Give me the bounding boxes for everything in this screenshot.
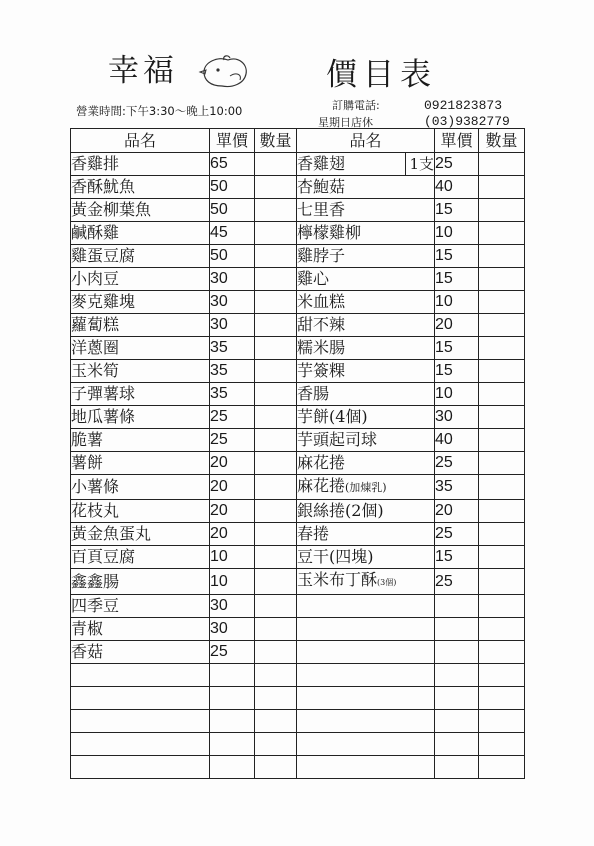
item-name-text: 七里香 — [297, 200, 346, 219]
item-name: 玉米筍 — [71, 360, 210, 383]
item-name-text: 雞脖子 — [297, 246, 346, 265]
quantity-cell[interactable] — [255, 475, 297, 500]
item-name-text: 雞心 — [297, 269, 330, 288]
empty-cell — [435, 756, 479, 779]
empty-cell — [297, 756, 435, 779]
item-name: 麥克雞塊 — [71, 291, 210, 314]
item-name — [297, 199, 435, 222]
item-price: 20 — [210, 500, 255, 523]
item-name — [297, 176, 435, 199]
table-row — [71, 222, 525, 245]
item-name-text: 糯米腸 — [297, 338, 346, 357]
table-row — [71, 710, 525, 733]
header-unit-price: 單價 — [210, 129, 255, 153]
quantity-cell[interactable] — [479, 687, 525, 710]
item-name: 地瓜薯條 — [71, 406, 210, 429]
quantity-cell[interactable] — [255, 664, 297, 687]
header-item-name: 品名 — [71, 129, 210, 153]
table-row — [71, 176, 525, 199]
item-name: 青椒 — [71, 618, 210, 641]
phone-number-2: (03)9382779 — [424, 114, 510, 129]
item-price: 25 — [435, 569, 479, 595]
quantity-cell[interactable] — [479, 245, 525, 268]
quantity-cell[interactable] — [255, 546, 297, 569]
quantity-cell[interactable] — [255, 756, 297, 779]
empty-cell — [210, 733, 255, 756]
chick-logo-icon — [196, 50, 256, 94]
phone-label: 訂購電話: — [332, 99, 380, 112]
item-price: 15 — [435, 268, 479, 291]
empty-cell — [435, 710, 479, 733]
item-name — [297, 291, 435, 314]
quantity-cell[interactable] — [479, 664, 525, 687]
item-price: 25 — [435, 153, 479, 176]
table-row — [71, 337, 525, 360]
item-name-text: 麻花捲 — [297, 476, 346, 495]
header-quantity: 數量 — [479, 129, 525, 153]
quantity-cell[interactable] — [479, 153, 525, 176]
item-note: 1支 — [405, 153, 434, 175]
item-name-text: 檸檬雞柳 — [297, 223, 362, 242]
empty-cell — [435, 618, 479, 641]
item-price: 50 — [210, 176, 255, 199]
table-row — [71, 268, 525, 291]
item-name-text: 芋餅(4個) — [297, 407, 368, 426]
quantity-cell[interactable] — [479, 222, 525, 245]
empty-cell — [210, 756, 255, 779]
table-row — [71, 452, 525, 475]
item-price: 20 — [210, 523, 255, 546]
table-row — [71, 500, 525, 523]
item-price: 45 — [210, 222, 255, 245]
quantity-cell[interactable] — [479, 199, 525, 222]
table-header-row — [71, 129, 525, 153]
table-row — [71, 546, 525, 569]
table-row — [71, 618, 525, 641]
table-row — [71, 523, 525, 546]
item-name-text: 玉米布丁酥 — [297, 570, 378, 589]
quantity-cell[interactable] — [255, 595, 297, 618]
empty-cell — [435, 641, 479, 664]
quantity-cell[interactable] — [479, 641, 525, 664]
empty-cell — [297, 710, 435, 733]
quantity-cell[interactable] — [255, 710, 297, 733]
item-name: 小薯條 — [71, 475, 210, 500]
table-row — [71, 756, 525, 779]
table-row — [71, 406, 525, 429]
empty-cell — [297, 687, 435, 710]
quantity-cell[interactable] — [479, 710, 525, 733]
table-row — [71, 664, 525, 687]
item-suffix: (加煉乳) — [345, 481, 387, 494]
quantity-cell[interactable] — [479, 618, 525, 641]
item-price: 15 — [435, 546, 479, 569]
empty-cell — [297, 664, 435, 687]
quantity-cell[interactable] — [255, 199, 297, 222]
item-price: 30 — [210, 268, 255, 291]
quantity-cell[interactable] — [255, 245, 297, 268]
item-price: 35 — [435, 475, 479, 500]
item-price: 15 — [435, 199, 479, 222]
item-name-text: 芋頭起司球 — [297, 430, 378, 449]
item-name: 鑫鑫腸 — [71, 569, 210, 595]
quantity-cell[interactable] — [479, 383, 525, 406]
item-price: 35 — [210, 383, 255, 406]
table-row — [71, 314, 525, 337]
quantity-cell[interactable] — [479, 176, 525, 199]
header-unit-price: 單價 — [435, 129, 479, 153]
item-price: 40 — [435, 176, 479, 199]
item-price: 35 — [210, 337, 255, 360]
item-name — [297, 475, 435, 500]
phone-number: 0921823873 — [424, 98, 503, 113]
quantity-cell[interactable] — [479, 569, 525, 595]
quantity-cell[interactable] — [479, 756, 525, 779]
item-name: 香菇 — [71, 641, 210, 664]
table-row — [71, 733, 525, 756]
item-name — [297, 153, 435, 176]
item-name — [297, 406, 435, 429]
item-name — [297, 268, 435, 291]
quantity-cell[interactable] — [255, 314, 297, 337]
table-row — [71, 360, 525, 383]
table-row — [71, 199, 525, 222]
empty-cell — [435, 595, 479, 618]
empty-cell — [71, 733, 210, 756]
empty-cell — [435, 664, 479, 687]
item-name-text: 杏鮑菇 — [297, 177, 346, 196]
item-name-text: 春捲 — [297, 524, 330, 543]
quantity-cell[interactable] — [255, 337, 297, 360]
table-row — [71, 153, 525, 176]
item-name — [297, 337, 435, 360]
quantity-cell[interactable] — [255, 523, 297, 546]
item-name: 蘿蔔糕 — [71, 314, 210, 337]
item-name-text: 甜不辣 — [297, 315, 346, 334]
item-price: 15 — [435, 360, 479, 383]
table-row — [71, 569, 525, 595]
item-price: 25 — [435, 523, 479, 546]
item-price: 30 — [210, 618, 255, 641]
quantity-cell[interactable] — [255, 687, 297, 710]
quantity-cell[interactable] — [255, 641, 297, 664]
empty-cell — [210, 687, 255, 710]
item-name — [297, 546, 435, 569]
table-row — [71, 245, 525, 268]
quantity-cell[interactable] — [255, 268, 297, 291]
quantity-cell[interactable] — [255, 500, 297, 523]
quantity-cell[interactable] — [479, 733, 525, 756]
quantity-cell[interactable] — [255, 360, 297, 383]
page-title: 價目表 — [326, 57, 437, 93]
table-row — [71, 291, 525, 314]
item-price: 25 — [210, 406, 255, 429]
empty-cell — [71, 710, 210, 733]
item-price: 35 — [210, 360, 255, 383]
quantity-cell[interactable] — [479, 429, 525, 452]
item-name: 香酥魷魚 — [71, 176, 210, 199]
item-name-text: 米血糕 — [297, 292, 346, 311]
item-name-text: 銀絲捲(2個) — [297, 501, 384, 520]
header-quantity: 數量 — [255, 129, 297, 153]
item-price: 25 — [210, 429, 255, 452]
quantity-cell[interactable] — [479, 523, 525, 546]
item-price: 10 — [435, 291, 479, 314]
item-price: 50 — [210, 199, 255, 222]
empty-cell — [297, 733, 435, 756]
table-row — [71, 429, 525, 452]
empty-cell — [71, 687, 210, 710]
item-name — [297, 452, 435, 475]
quantity-cell[interactable] — [255, 153, 297, 176]
quantity-cell[interactable] — [255, 618, 297, 641]
quantity-cell[interactable] — [255, 383, 297, 406]
item-name: 花枝丸 — [71, 500, 210, 523]
empty-cell — [297, 595, 435, 618]
quantity-cell[interactable] — [255, 452, 297, 475]
item-price: 20 — [435, 500, 479, 523]
quantity-cell[interactable] — [479, 406, 525, 429]
item-name — [297, 222, 435, 245]
item-name: 小肉豆 — [71, 268, 210, 291]
item-name-text: 香雞翅 — [297, 154, 346, 173]
item-price: 20 — [210, 452, 255, 475]
quantity-cell[interactable] — [479, 475, 525, 500]
item-name-text: 香腸 — [297, 384, 330, 403]
header-item-name: 品名 — [297, 129, 435, 153]
price-table — [70, 128, 525, 779]
item-price: 10 — [435, 222, 479, 245]
item-price: 30 — [210, 291, 255, 314]
item-price: 50 — [210, 245, 255, 268]
empty-cell — [71, 664, 210, 687]
quantity-cell[interactable] — [255, 291, 297, 314]
item-name-text: 豆干(四塊) — [297, 547, 374, 566]
item-price: 10 — [210, 546, 255, 569]
item-name: 雞蛋豆腐 — [71, 245, 210, 268]
quantity-cell[interactable] — [255, 569, 297, 595]
item-price: 10 — [210, 569, 255, 595]
quantity-cell[interactable] — [479, 268, 525, 291]
item-name — [297, 314, 435, 337]
quantity-cell[interactable] — [255, 429, 297, 452]
quantity-cell[interactable] — [479, 546, 525, 569]
item-price: 30 — [210, 314, 255, 337]
table-row — [71, 475, 525, 500]
item-price: 15 — [435, 337, 479, 360]
item-price: 25 — [435, 452, 479, 475]
quantity-cell[interactable] — [479, 595, 525, 618]
quantity-cell[interactable] — [255, 733, 297, 756]
quantity-cell[interactable] — [479, 360, 525, 383]
item-price: 30 — [435, 406, 479, 429]
item-name: 薯餅 — [71, 452, 210, 475]
table-row — [71, 383, 525, 406]
item-suffix: (3個) — [377, 578, 397, 587]
quantity-cell[interactable] — [255, 176, 297, 199]
item-name — [297, 500, 435, 523]
item-name: 鹹酥雞 — [71, 222, 210, 245]
empty-cell — [435, 687, 479, 710]
quantity-cell[interactable] — [479, 314, 525, 337]
closed-day-label: 星期日店休 — [318, 116, 373, 129]
empty-cell — [71, 756, 210, 779]
item-name — [297, 569, 435, 595]
empty-cell — [297, 618, 435, 641]
item-price: 65 — [210, 153, 255, 176]
empty-cell — [210, 710, 255, 733]
item-name — [297, 429, 435, 452]
shop-name: 幸福 — [108, 53, 178, 89]
empty-cell — [210, 664, 255, 687]
item-name-text: 麻花捲 — [297, 453, 346, 472]
item-name: 黃金魚蛋丸 — [71, 523, 210, 546]
item-name: 香雞排 — [71, 153, 210, 176]
quantity-cell[interactable] — [479, 452, 525, 475]
item-name — [297, 523, 435, 546]
item-name: 子彈薯球 — [71, 383, 210, 406]
item-name: 黃金柳葉魚 — [71, 199, 210, 222]
item-name: 百頁豆腐 — [71, 546, 210, 569]
item-price: 10 — [435, 383, 479, 406]
table-row — [71, 641, 525, 664]
quantity-cell[interactable] — [479, 500, 525, 523]
item-price: 30 — [210, 595, 255, 618]
item-name: 洋蔥圈 — [71, 337, 210, 360]
empty-cell — [297, 641, 435, 664]
empty-cell — [435, 733, 479, 756]
item-name — [297, 383, 435, 406]
item-name — [297, 360, 435, 383]
item-price: 25 — [210, 641, 255, 664]
quantity-cell[interactable] — [255, 222, 297, 245]
item-price: 20 — [435, 314, 479, 337]
item-price: 20 — [210, 475, 255, 500]
quantity-cell[interactable] — [479, 291, 525, 314]
item-name: 四季豆 — [71, 595, 210, 618]
quantity-cell[interactable] — [255, 406, 297, 429]
item-name — [297, 245, 435, 268]
business-hours: 營業時間:下午3:30～晚上10:00 — [76, 104, 243, 118]
item-price: 15 — [435, 245, 479, 268]
item-name-text: 芋簽粿 — [297, 361, 346, 380]
table-row — [71, 595, 525, 618]
item-price: 40 — [435, 429, 479, 452]
table-row — [71, 687, 525, 710]
item-name: 脆薯 — [71, 429, 210, 452]
quantity-cell[interactable] — [479, 337, 525, 360]
